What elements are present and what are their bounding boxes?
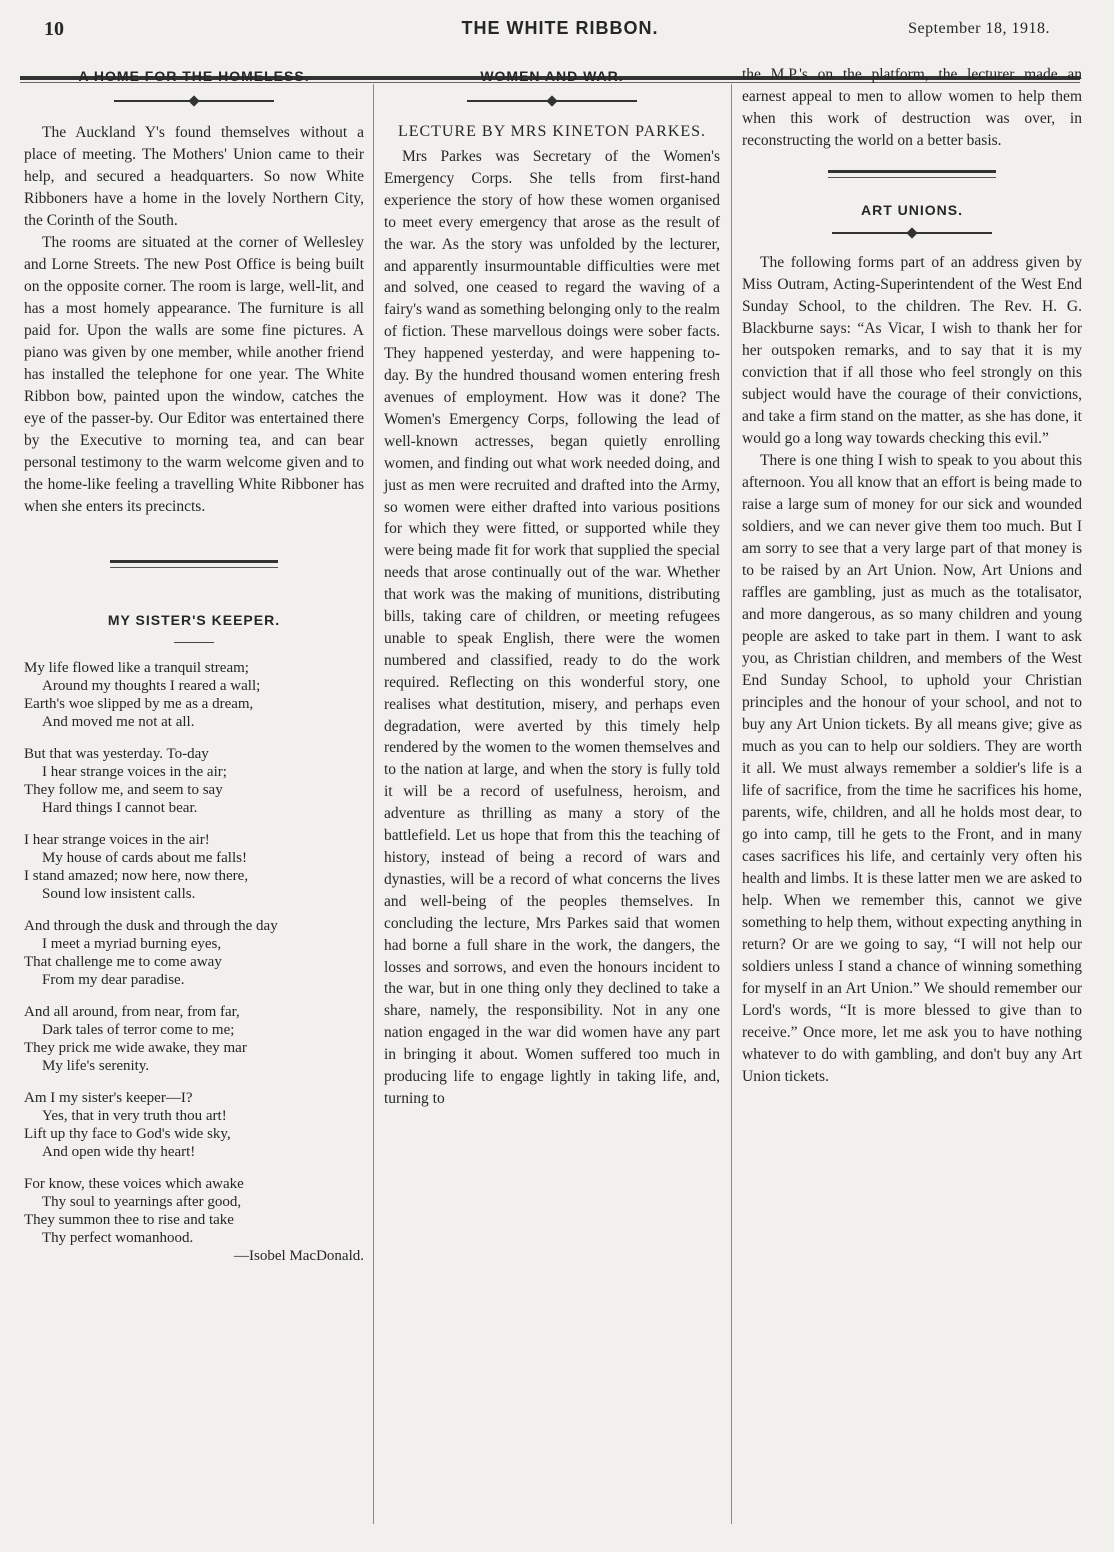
page-number: 10 [44, 18, 64, 40]
poem-line: My house of cards about me falls! [42, 850, 247, 866]
column-right [742, 64, 1082, 1088]
poem-line: Yes, that in very truth thou art! [42, 1108, 227, 1124]
article-heading-home: A HOME FOR THE HOMELESS. [78, 68, 310, 84]
poem-line: I hear strange voices in the air! [24, 832, 210, 848]
poem [24, 659, 364, 1265]
poem-line: I meet a myriad burning eyes, [42, 936, 222, 952]
poem-stanza [24, 659, 364, 731]
poem-stanza [24, 1003, 364, 1075]
poem-line: From my dear paradise. [42, 972, 185, 988]
poem-line: And through the dusk and through the day [24, 918, 278, 934]
poem-line: And open wide thy heart! [42, 1144, 196, 1160]
column-divider [373, 84, 374, 1524]
newspaper-title: THE WHITE RIBBON. [461, 18, 659, 38]
poem-line: My life flowed like a tranquil stream; [24, 660, 249, 676]
poem-line: That challenge me to come away [24, 954, 222, 970]
poem-stanza [24, 831, 364, 903]
poem-line: Hard things I cannot bear. [42, 800, 198, 816]
article-paragraph: Mrs Parkes was Secretary of the Women's Emergency Corps. She tells from first-hand experience the story of how these women organised to meet every emergency that arose as the result of the war. As the story was unfolded by the lecturer, and apparently insurmountable difficulties were met and solved, one ceased to regard the waving of a fairy's wand as something belonging only to the realm of fiction. These marvellous doings were sober facts. They happened yesterday, and were happening to-day. By the hundred thousand women entering fresh avenues of employment. How was it done? The Women's Emergency Corps, following the lead of well-known actresses, began quietly enrolling women, and finding out what work needed doing, and just as men were recruited and drafted into the Army, so women were either drafted into various positions for which they were fitted, or supported while they were being made fit for work that supplied the special needs that arose continually out of the war. Whether that work was the making of munitions, distributing bills, taking care of children, or meeting refugees unable to speak English, there were the women numbered and classified, ready to do the work required. Reflecting on this wonderful story, one realises what destitution, misery, and perhaps even degradation, were averted by this timely help rendered by the women to the women themselves and to the nation at large, and when the story is fully told it will be a record of usefulness, heroism, and adventure as thrilling as many a story of the battlefield. Let us hope that from this the teaching of history, instead of being a record of wars and dynasties, will be a record of what concerns the lives and well-being of the peoples themselves. In concluding the lecture, Mrs Parkes said that women had borne a full share in the work, the dangers, the losses and sorrows, and even the honours incident to the war, but in one thing only they declined to take a share, namely, the responsibility. Not in any one nation engaged in the war did women have any part in bringing it about. Women suffered too much in producing life to engage lightly in taking life, and, turning to [384, 148, 720, 1107]
column-divider [731, 84, 732, 1524]
poem-line: Am I my sister's keeper—I? [24, 1090, 193, 1106]
poem-line: Around my thoughts I reared a wall; [42, 678, 261, 694]
poem-line: My life's serenity. [42, 1058, 150, 1074]
poem-line: But that was yesterday. To-day [24, 746, 209, 762]
poem-line: They prick me wide awake, they mar [24, 1040, 247, 1056]
article-subheading: LECTURE BY MRS KINETON PARKES. [397, 123, 707, 140]
article-paragraph: The following forms part of an address given by Miss Outram, Acting-Superintendent of the West End Sunday School, to the children. The Rev. H. G. Blackburne says: “As Vicar, I wish to thank her for her outspoken remarks, and to say that it is my conviction that if all those who feel strongly on this subject would have the courage of their convictions, and take a firm stand on the matter, as she has done, it would go a long way towards checking this evil.” [742, 254, 1082, 447]
poem-line: They summon thee to rise and take [24, 1212, 234, 1228]
poem-line: For know, these voices which awake [24, 1176, 244, 1192]
poem-line: Thy perfect womanhood. [42, 1230, 194, 1246]
column-left [24, 64, 364, 1265]
poem-stanza [24, 1089, 364, 1161]
article-paragraph: The Auckland Y's found themselves without a place of meeting. The Mothers' Union came to their help, and secured a headquarters. So now White Ribboners have a home in the lovely Northern City, the Corinth of the South. [24, 124, 364, 229]
poem-line: They follow me, and seem to say [24, 782, 223, 798]
ornament-divider [832, 228, 992, 238]
poem-line: And all around, from near, from far, [24, 1004, 240, 1020]
column-middle [384, 64, 720, 1110]
issue-date: September 18, 1918. [908, 20, 1050, 37]
ornament-divider [114, 96, 274, 106]
poem-line: Sound low insistent calls. [42, 886, 196, 902]
poem-line: Thy soul to yearnings after good, [42, 1194, 242, 1210]
poem-line: Dark tales of terror come to me; [42, 1022, 235, 1038]
ornament-divider [467, 96, 637, 106]
poem-stanza [24, 745, 364, 817]
article-heading-war: WOMEN AND WAR. [480, 68, 624, 84]
masthead [40, 16, 1080, 48]
article-paragraph: There is one thing I wish to speak to you about this afternoon. You all know that an effort is being made to raise a large sum of money for our sick and wounded soldiers, and we can never give them too much. But I am sorry to see that a very large part of that money is to be raised by an Art Union. Now, Art Unions and raffles are gambling, just as much as the totalisator, and more dangerous, as so many children and young people are asked to take part in them. I want to ask you, as Christian children, and members of the West End Sunday School, to uphold your Christian principles and the honour of your school, and not to buy any Art Union tickets. By all means give; give as much as you can to help our soldiers. They are worth it all. We must always remember a soldier's life is a life of sacrifice, from the time he sacrifices his home, parents, wife, children, and all he holds most dear, to go into camp, till he gets to the Front, and in many cases sacrifices his life, and certainly very often his health and limbs. It is these latter men we are asked to help. When we remember this, cannot we give something to help them, without expecting anything in return? Or are we going to say, “I will not help our soldiers unless I stand a chance of winning something for myself in an Art Union.” We should remember our Lord's words, “It is more blessed to give than to receive.” Once more, let me ask you to have nothing whatever to do with gambling, and don't buy any Art Union tickets. [742, 452, 1082, 1085]
article-continuation: the M.P.'s on the platform, the lecturer made an earnest appeal to men to allow women to help them when this work of destruction was over, in reconstructing the world on a better basis. [742, 66, 1082, 149]
poem-line: Earth's woe slipped by me as a dream, [24, 696, 254, 712]
poem-heading: MY SISTER'S KEEPER. [107, 612, 281, 628]
section-divider [110, 560, 278, 568]
poem-stanza [24, 917, 364, 989]
poem-author: —Isobel MacDonald. [234, 1248, 364, 1264]
poem-stanza [24, 1175, 364, 1247]
article-heading-art: ART UNIONS. [861, 202, 963, 218]
poem-line: I stand amazed; now here, now there, [24, 868, 249, 884]
poem-line: I hear strange voices in the air; [42, 764, 227, 780]
short-rule [174, 642, 214, 643]
article-paragraph: The rooms are situated at the corner of Wellesley and Lorne Streets. The new Post Office is being built on the opposite corner. The room is large, well-lit, and has a most homely appearance. The furniture is all paid for. Upon the walls are some fine pictures. A piano was given by one member, while another friend has installed the telephone for one year. The White Ribbon bow, painted upon the window, catches the eye of the passer-by. Our Editor was entertained there by the Executive to morning tea, and can bear personal testimony to the warm welcome given and to the home-like feeling a travelling White Ribboner has when she enters its precincts. [24, 234, 364, 515]
poem-line: And moved me not at all. [42, 714, 195, 730]
poem-line: Lift up thy face to God's wide sky, [24, 1126, 231, 1142]
section-divider [828, 170, 996, 178]
